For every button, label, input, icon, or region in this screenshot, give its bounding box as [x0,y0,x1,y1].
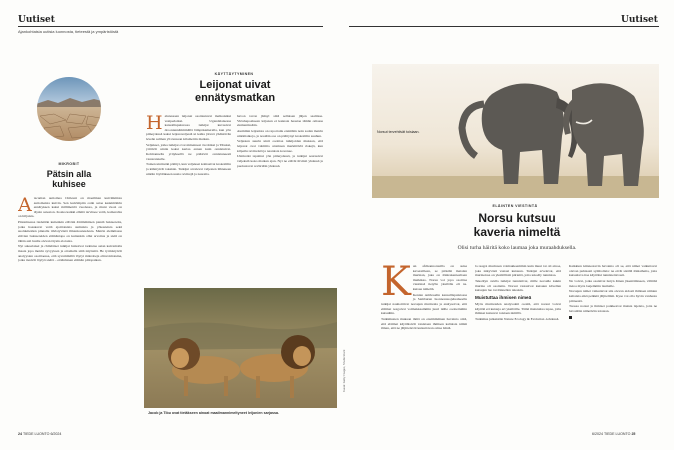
right-story-col3 [569,264,657,424]
right-story-paragraph: Tutkimus julkaistiin Nature Ecology & Evolution -lehdessä. [475,316,560,321]
main-story-paragraph: alutessaan leijonat osottautuvat melkoisiksi vesipedoiksi. Ugandalaisessa kansallispuistossa tutkijat kuvasivat drooniennätimmällä lämpökameralla, kun yön pimeydessä kaksi leijonaveljestä ui kahta järveä yhdistävän leveän salmen yli runsaan kilometrin matkan. [146,114,231,142]
short-story-body [18,196,122,426]
section-subtitle: Ajankohtaisia uutisia luonnosta, tieteestä ja ympäristöstä [18,29,119,34]
right-story-paragraph: un afrikannorsuilla on asiaa kavereilleen, se päästää matalan murinan, joka on äänirakenteeltaan mutkikas. Norsu voi jopa osoittaa viestinsä tietylle yksilölle eli ns. kutsua nimeltä. [412,264,467,292]
main-story-headline-line1: Leijonat uivat [199,79,271,91]
main-story-col1 [146,114,231,276]
right-story-paragraph: la reagoi murinaan voimakkaammin kuin muut tai oli ainoa, joka näkyvästi vastasi kutsuun. Tutkijat arvelevat, että murinoissa on yksilöllisiä piirteitä, joita tekoäly tunnistaa. [475,264,561,278]
short-story-paragraph: Pintamaassa tiedetään kuitenkin eläväni äärimmäisen pieniä bakteereita, jotka haaskavat vettä ajoittaisista sumuista ja yökasteista sekä suolakiteiden pinnalle tiivistyvästä ilmankosteudesta. Metrin alemmassa elävien bakteereiden elämäntapa on kuitenkin ollut arvoitus ja sielä on tähän asti luultu olevan täysin elotonta. [18,220,122,243]
lions-photo-caption: Jacob ja Tibu ovat tietäkseen ainoat maailmannimeltyneet leijonien sarjassa. [148,411,279,415]
right-story-paragraph: Myös murinoiden analysointi osoitti, että norsut voivat käyttää eri kutsuja eri yksilöille. Tämä muistuttaa tapaa, jolla ihmiset kutsuvat toisiaan nimillä. [475,301,561,316]
short-story-dropcap: A [18,196,32,216]
main-story-headline-line2: ennätysmatkan [194,92,276,104]
section-title: Uutiset [621,15,658,25]
right-story-paragraph: Norsujen nimet vaikuttavat siis olevan aidosti ihmisen nimien kaltaisia eikä pelkkiä jäljitelmiä. Kyse voi olla hyvin vanhasta piirteestä. [569,289,657,303]
right-issue: 6/2024 [592,432,603,436]
short-story-kicker: MIKROBIT [58,162,80,166]
header-rule [18,26,323,27]
right-magazine-name: TIEDE LUONTO [603,432,631,436]
right-footer [592,432,635,436]
short-story-paragraph: tacaman autiomaa Chilessä on maailman kuivimmista autiomaista kuivin. Sen kuivimpiin osiin sataa keskimäärin ennätyksen kaksi millimetriä vuodessa, ja muni vuosi on täysin sateeton. Koska kaikki elämä tarvitsee vettä, kamarabia on hiljaista. [18,196,122,219]
desert-photo [36,76,102,142]
right-story-deck: Olisi turha häiritä koko laumaa joka muraahduksella. [457,245,577,251]
right-story-paragraph: Ne voivat, jotka osaisivat tietyn äänen jäsentämiseen, välittää tietoa myös laajemmin laumalle. [569,279,657,288]
lions-photo [144,288,337,408]
left-footer [18,432,61,436]
right-story-col2 [475,264,561,424]
main-story-paragraph: hevon tavon jäänyt siitä sellaisen jäljen saaliissa. Virtahepoalueen leijonan ei kannata haastaa tämän omassa elementissään. [237,114,323,128]
end-mark-icon [569,316,572,319]
right-story-paragraph: Tutkimusten mukaan tämä on ensimmäinen havainto siitä, että eläimet käyttäisivät toisistaan ihmisen kaltaisia nimiä ilman, että ne jäljittelevät kutsuttavan omaa ääntä. [381,317,467,331]
right-story-subhead: Muistuttaa ihmisen nimeä [475,294,532,300]
photo-credit: Kuvat: Getty Images, Shutterstock [342,349,346,392]
short-story-headline-line1: Pätsin alla [46,169,92,179]
right-story-headline-line1: Norsu kutsuu [478,211,556,225]
right-page-number: 25 [631,432,636,436]
main-story-dropcap: H [146,114,163,134]
main-story-paragraph: Aiemmin leijonista on raportoitu ennätään noin sadan metrin uintimatkoja, ja nostään osa on päättynyt krokotiilin suuhun. [237,129,323,138]
right-story-headline-line2: kaveria nimeltä [473,225,561,239]
main-story-paragraph: Veljekset, jotka tutkijat ovat nimenneet Jacobiksi ja Tibuksi, yrittivät uintia kaksi kertaa ennen kuin onnistuivat. Kolmannella yrityksellä ne pääsivät onnistuneesti vastarannalle. [146,142,231,161]
header-rule [349,26,659,27]
left-issue: 6/2024 [50,432,62,436]
right-story-paragraph: Kaikkien kiinnostavin havainto oli se, että nimet vaikuttavat olevan puhtaasti symbolisia: ne eivät sisällä ääniaiheita, joita kutsuttava itse käyttäisi tunnistettavasti. [569,264,657,278]
left-page-number: 24 [18,432,22,436]
right-story-dropcap: K [381,264,411,305]
short-story-paragraph: Nyt saksalaiset ja chileläiset tutkijat halusivat tarkistaa asian kaivamalla maata jopa metrin syvyyteen ja ottamalla siitä näytteitä. He tyrmistyivät analyysien osoittaessa, että syvemmältä löytyi mikrobeja elinvoimaisina, jotka tiesivät löytyä sieltä – eräänlaisen elämän piilopaikan. [18,244,122,263]
main-story-col2 [237,114,323,276]
elephants-photo-caption: Norsut tervehtivät toisiaan. [377,130,420,134]
left-magazine-name: TIEDE LUONTO [22,432,50,436]
short-story-headline-line2: kuhisee [52,179,86,189]
right-page [337,0,674,450]
main-story-paragraph: Toinen uintiretki päättyi, kun veljekset kohtasivat krokotiilin ja kääntyivät takaisin. Tutkijat arvelevat veljesten lähteneen uintiin löytääkseen uusia reviirejä ja naaraita. [146,162,231,176]
main-story-paragraph: Uintiretki tapahtui yön pimeydessä, ja tutkijat seurasivat veljeksiä koko matkan ajan. Nyt ne elävät tiiviisti yhdessä ja puolustavat reviiriään yhdessä. [237,154,323,168]
main-story-kicker: KÄYTTÄYTYMINEN [214,72,254,76]
main-story-paragraph: Veljesten suurin uinti osoittaa tutkijoiden mukaan, että leijonat ovat valmiita ottamaan merkittäviä riskejä, kun kilpailu reviireistä ja naaraista kovenee. [237,139,323,153]
section-title: Uutiset [18,15,55,25]
right-story-kicker: ELÄINTEN VIESTINTÄ [492,204,538,208]
right-story-col1 [381,264,467,424]
right-story-paragraph: Tuossa norsut ja ihmiset poikkeavat muista lajeista, jotta ne havaittiin nimeävän toisiaan. [569,304,657,314]
right-story-paragraph: Tekoälyn avulla tutkijat tunnistivat, mille norsulle kukin murina oli osoitettu. Norsut vastasivat kutsuun kävellen kutsujan luo tai äännellen takaisin. [475,279,561,293]
right-story-paragraph: Kenian Amboselin kansallispuistossa ja Samburun luonnonsuojelualueella tutkijat nauhoittivat norsujen murinoita ja analysoivat, että eläimet reagoivat voimakkaammin juuri niille osoitettuihin kutsuihin. [381,292,467,316]
